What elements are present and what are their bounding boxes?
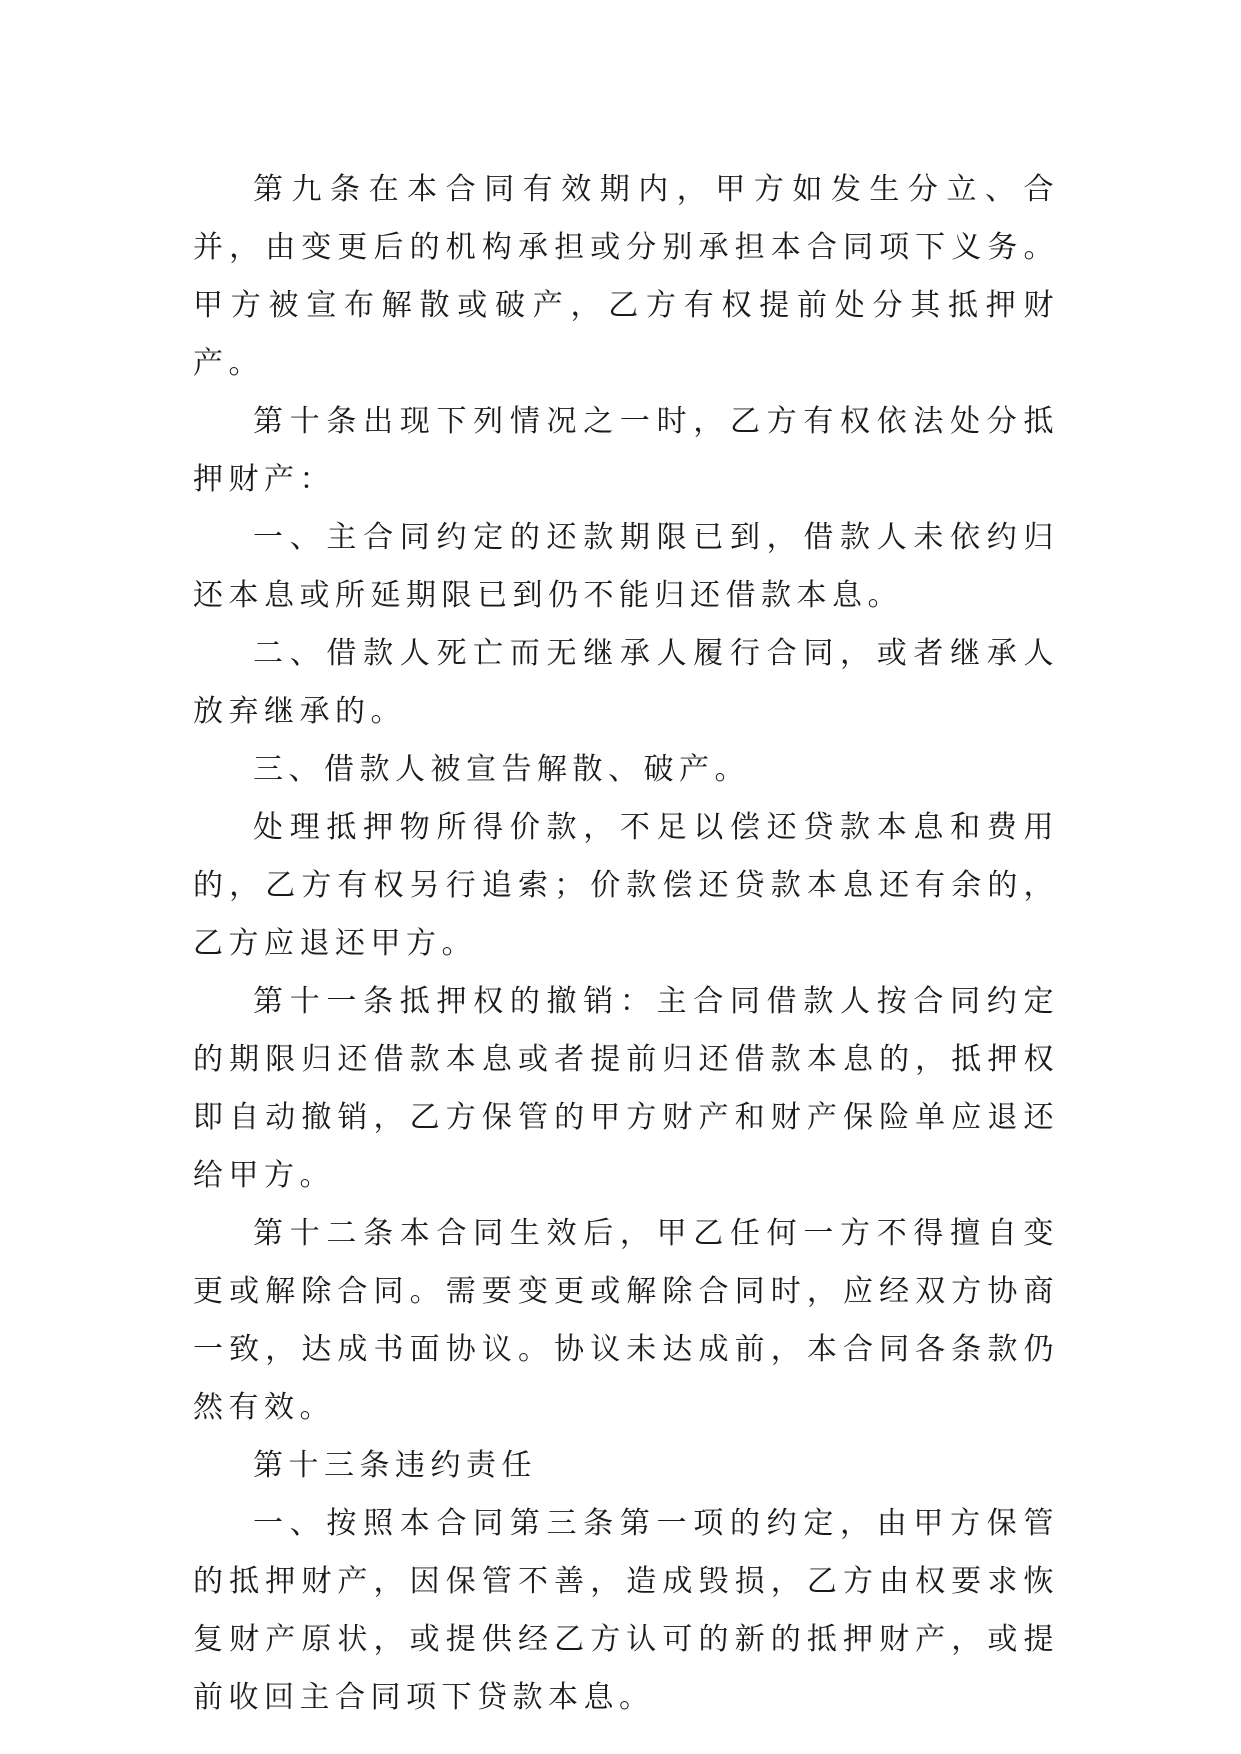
paragraph-article-12: 第十二条本合同生效后，甲乙任何一方不得擅自变更或解除合同。需要变更或解除合同时，应经双方协商一致，达成书面协议。协议未达成前，本合同各条款仍然有效。 xyxy=(193,1216,1059,1425)
paragraph-article-10: 第十条出现下列情况之一时，乙方有权依法处分抵押财产： xyxy=(193,404,1059,497)
paragraph-article-10-item-3: 三、借款人被宣告解散、破产。 xyxy=(253,752,750,787)
paragraph-article-9: 第九条在本合同有效期内，甲方如发生分立、合并，由变更后的机构承担或分别承担本合同项下义务。甲方被宣布解散或破产，乙方有权提前处分其抵押财产。 xyxy=(193,172,1059,381)
paragraph-article-10-item-1: 一、主合同约定的还款期限已到，借款人未依约归还本息或所延期限已到仍不能归还借款本息。 xyxy=(193,520,1059,613)
document-body xyxy=(193,161,1059,1727)
paragraph-article-11: 第十一条抵押权的撤销：主合同借款人按合同约定的期限归还借款本息或者提前归还借款本息的，抵押权即自动撤销，乙方保管的甲方财产和财产保险单应退还给甲方。 xyxy=(193,984,1059,1193)
paragraph-proceeds: 处理抵押物所得价款，不足以偿还贷款本息和费用的，乙方有权另行追索；价款偿还贷款本息还有余的，乙方应退还甲方。 xyxy=(193,810,1059,961)
paragraph-article-13-item-1: 一、按照本合同第三条第一项的约定，由甲方保管的抵押财产，因保管不善，造成毁损，乙方由权要求恢复财产原状，或提供经乙方认可的新的抵押财产，或提前收回主合同项下贷款本息。 xyxy=(193,1506,1059,1715)
paragraph-article-10-item-2: 二、借款人死亡而无继承人履行合同，或者继承人放弃继承的。 xyxy=(193,636,1059,729)
paragraph-article-13-heading: 第十三条违约责任 xyxy=(253,1448,537,1483)
